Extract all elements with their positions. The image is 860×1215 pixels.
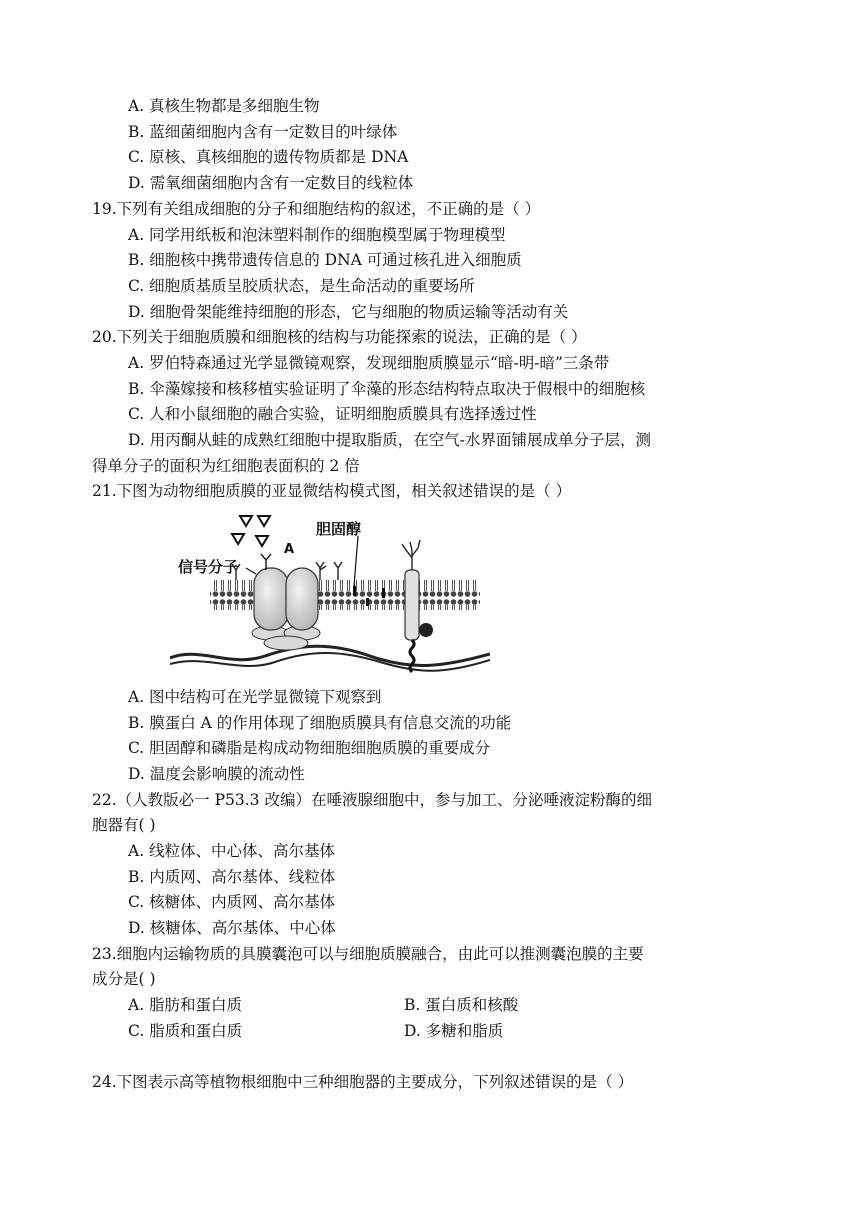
- q21-stem: 21.下图为动物细胞质膜的亚显微结构模式图，相关叙述错误的是（ ）: [92, 482, 572, 500]
- cholesterol: [353, 586, 356, 596]
- q19-option-d: D. 细胞骨架能维持细胞的形态，它与细胞的物质运输等活动有关: [128, 303, 569, 321]
- transmembrane-glycoprotein: [405, 570, 419, 640]
- associated-protein: [419, 623, 433, 637]
- signal-molecule: [240, 516, 252, 526]
- q23-option-c: C. 脂质和蛋白质: [128, 1022, 243, 1040]
- q21-option-d: D. 温度会影响膜的流动性: [128, 765, 305, 783]
- q22-stem: 22.（人教版必一 P53.3 改编）在唾液腺细胞中，参与加工、分泌唾液淀粉酶的细: [92, 791, 652, 809]
- q21-option-a: A. 图中结构可在光学显微镜下观察到: [128, 688, 382, 706]
- q23-stem-continued: 成分是( ): [92, 970, 156, 988]
- figure-label-a: A: [284, 542, 295, 557]
- q22-option-a: A. 线粒体、中心体、高尔基体: [128, 842, 336, 860]
- q20-option-b: B. 伞藻嫁接和核移植实验证明了伞藻的形态结构特点取决于假根中的细胞核: [128, 380, 646, 398]
- q23-stem: 23.细胞内运输物质的具膜囊泡可以与细胞质膜融合，由此可以推测囊泡膜的主要: [92, 945, 644, 963]
- q22-option-c: C. 核糖体、内质网、高尔基体: [128, 893, 336, 911]
- q18-option-b: B. 蓝细菌细胞内含有一定数目的叶绿体: [128, 123, 398, 141]
- glycolipid: [316, 562, 326, 580]
- membrane-protein: [286, 568, 318, 630]
- q22-stem-continued: 胞器有( ): [92, 816, 156, 834]
- q19-option-b: B. 细胞核中携带遗传信息的 DNA 可通过核孔进入细胞质: [128, 251, 522, 269]
- q22-option-d: D. 核糖体、高尔基体、中心体: [128, 919, 336, 937]
- q19-option-c: C. 细胞质基质呈胶质状态，是生命活动的重要场所: [128, 277, 475, 295]
- cholesterol: [366, 598, 369, 606]
- q20-stem: 20.下列关于细胞质膜和细胞核的结构与功能探索的说法，正确的是（ ）: [92, 328, 587, 346]
- signal-molecule: [232, 534, 244, 544]
- q18-option-d: D. 需氧细菌细胞内含有一定数目的线粒体: [128, 174, 414, 192]
- q20-option-c: C. 人和小鼠细胞的融合实验，证明细胞质膜具有选择透过性: [128, 405, 537, 423]
- signal-pointer: [246, 568, 256, 574]
- anchor-fiber: [410, 640, 414, 672]
- membrane-protein-a: [254, 568, 288, 630]
- q21-option-b: B. 膜蛋白 A 的作用体现了细胞质膜具有信息交流的功能: [128, 714, 512, 732]
- cholesterol: [382, 588, 385, 598]
- signal-molecule: [256, 536, 268, 546]
- cell-membrane-figure: [170, 508, 490, 680]
- q22-option-b: B. 内质网、高尔基体、线粒体: [128, 868, 336, 886]
- q23-option-b: B. 蛋白质和核酸: [404, 996, 519, 1014]
- signal-molecule: [258, 516, 270, 526]
- cholesterol-pointer: [354, 536, 358, 586]
- q18-option-a: A. 真核生物都是多细胞生物: [128, 97, 320, 115]
- q24-stem: 24.下图表示高等植物根细胞中三种细胞器的主要成分，下列叙述错误的是（ ）: [92, 1073, 634, 1091]
- glycoprotein-chain: [402, 540, 420, 570]
- q21-option-c: C. 胆固醇和磷脂是构成动物细胞细胞质膜的重要成分: [128, 739, 491, 757]
- q20-option-d-continued: 得单分子的面积为红细胞表面积的 2 倍: [92, 457, 360, 475]
- q20-option-a: A. 罗伯特森通过光学显微镜观察，发现细胞质膜显示“暗-明-暗”三条带: [128, 354, 610, 372]
- q23-option-d: D. 多糖和脂质: [404, 1022, 504, 1040]
- q23-option-a: A. 脂肪和蛋白质: [128, 996, 243, 1014]
- q18-option-c: C. 原核、真核细胞的遗传物质都是 DNA: [128, 148, 409, 166]
- figure-label-cholesterol: 胆固醇: [316, 520, 362, 538]
- q20-option-d: D. 用丙酮从蛙的成熟红细胞中提取脂质，在空气-水界面铺展成单分子层，测: [128, 431, 651, 449]
- q19-option-a: A. 同学用纸板和泡沫塑料制作的细胞模型属于物理模型: [128, 226, 506, 244]
- phospholipid-bilayer: [210, 580, 480, 610]
- peripheral-protein: [264, 636, 308, 650]
- cytoskeleton-fiber: [170, 653, 490, 671]
- figure-label-signal: 信号分子: [178, 558, 239, 576]
- glycolipid: [334, 562, 342, 580]
- q19-stem: 19.下列有关组成细胞的分子和细胞结构的叙述，不正确的是（ ）: [92, 200, 541, 218]
